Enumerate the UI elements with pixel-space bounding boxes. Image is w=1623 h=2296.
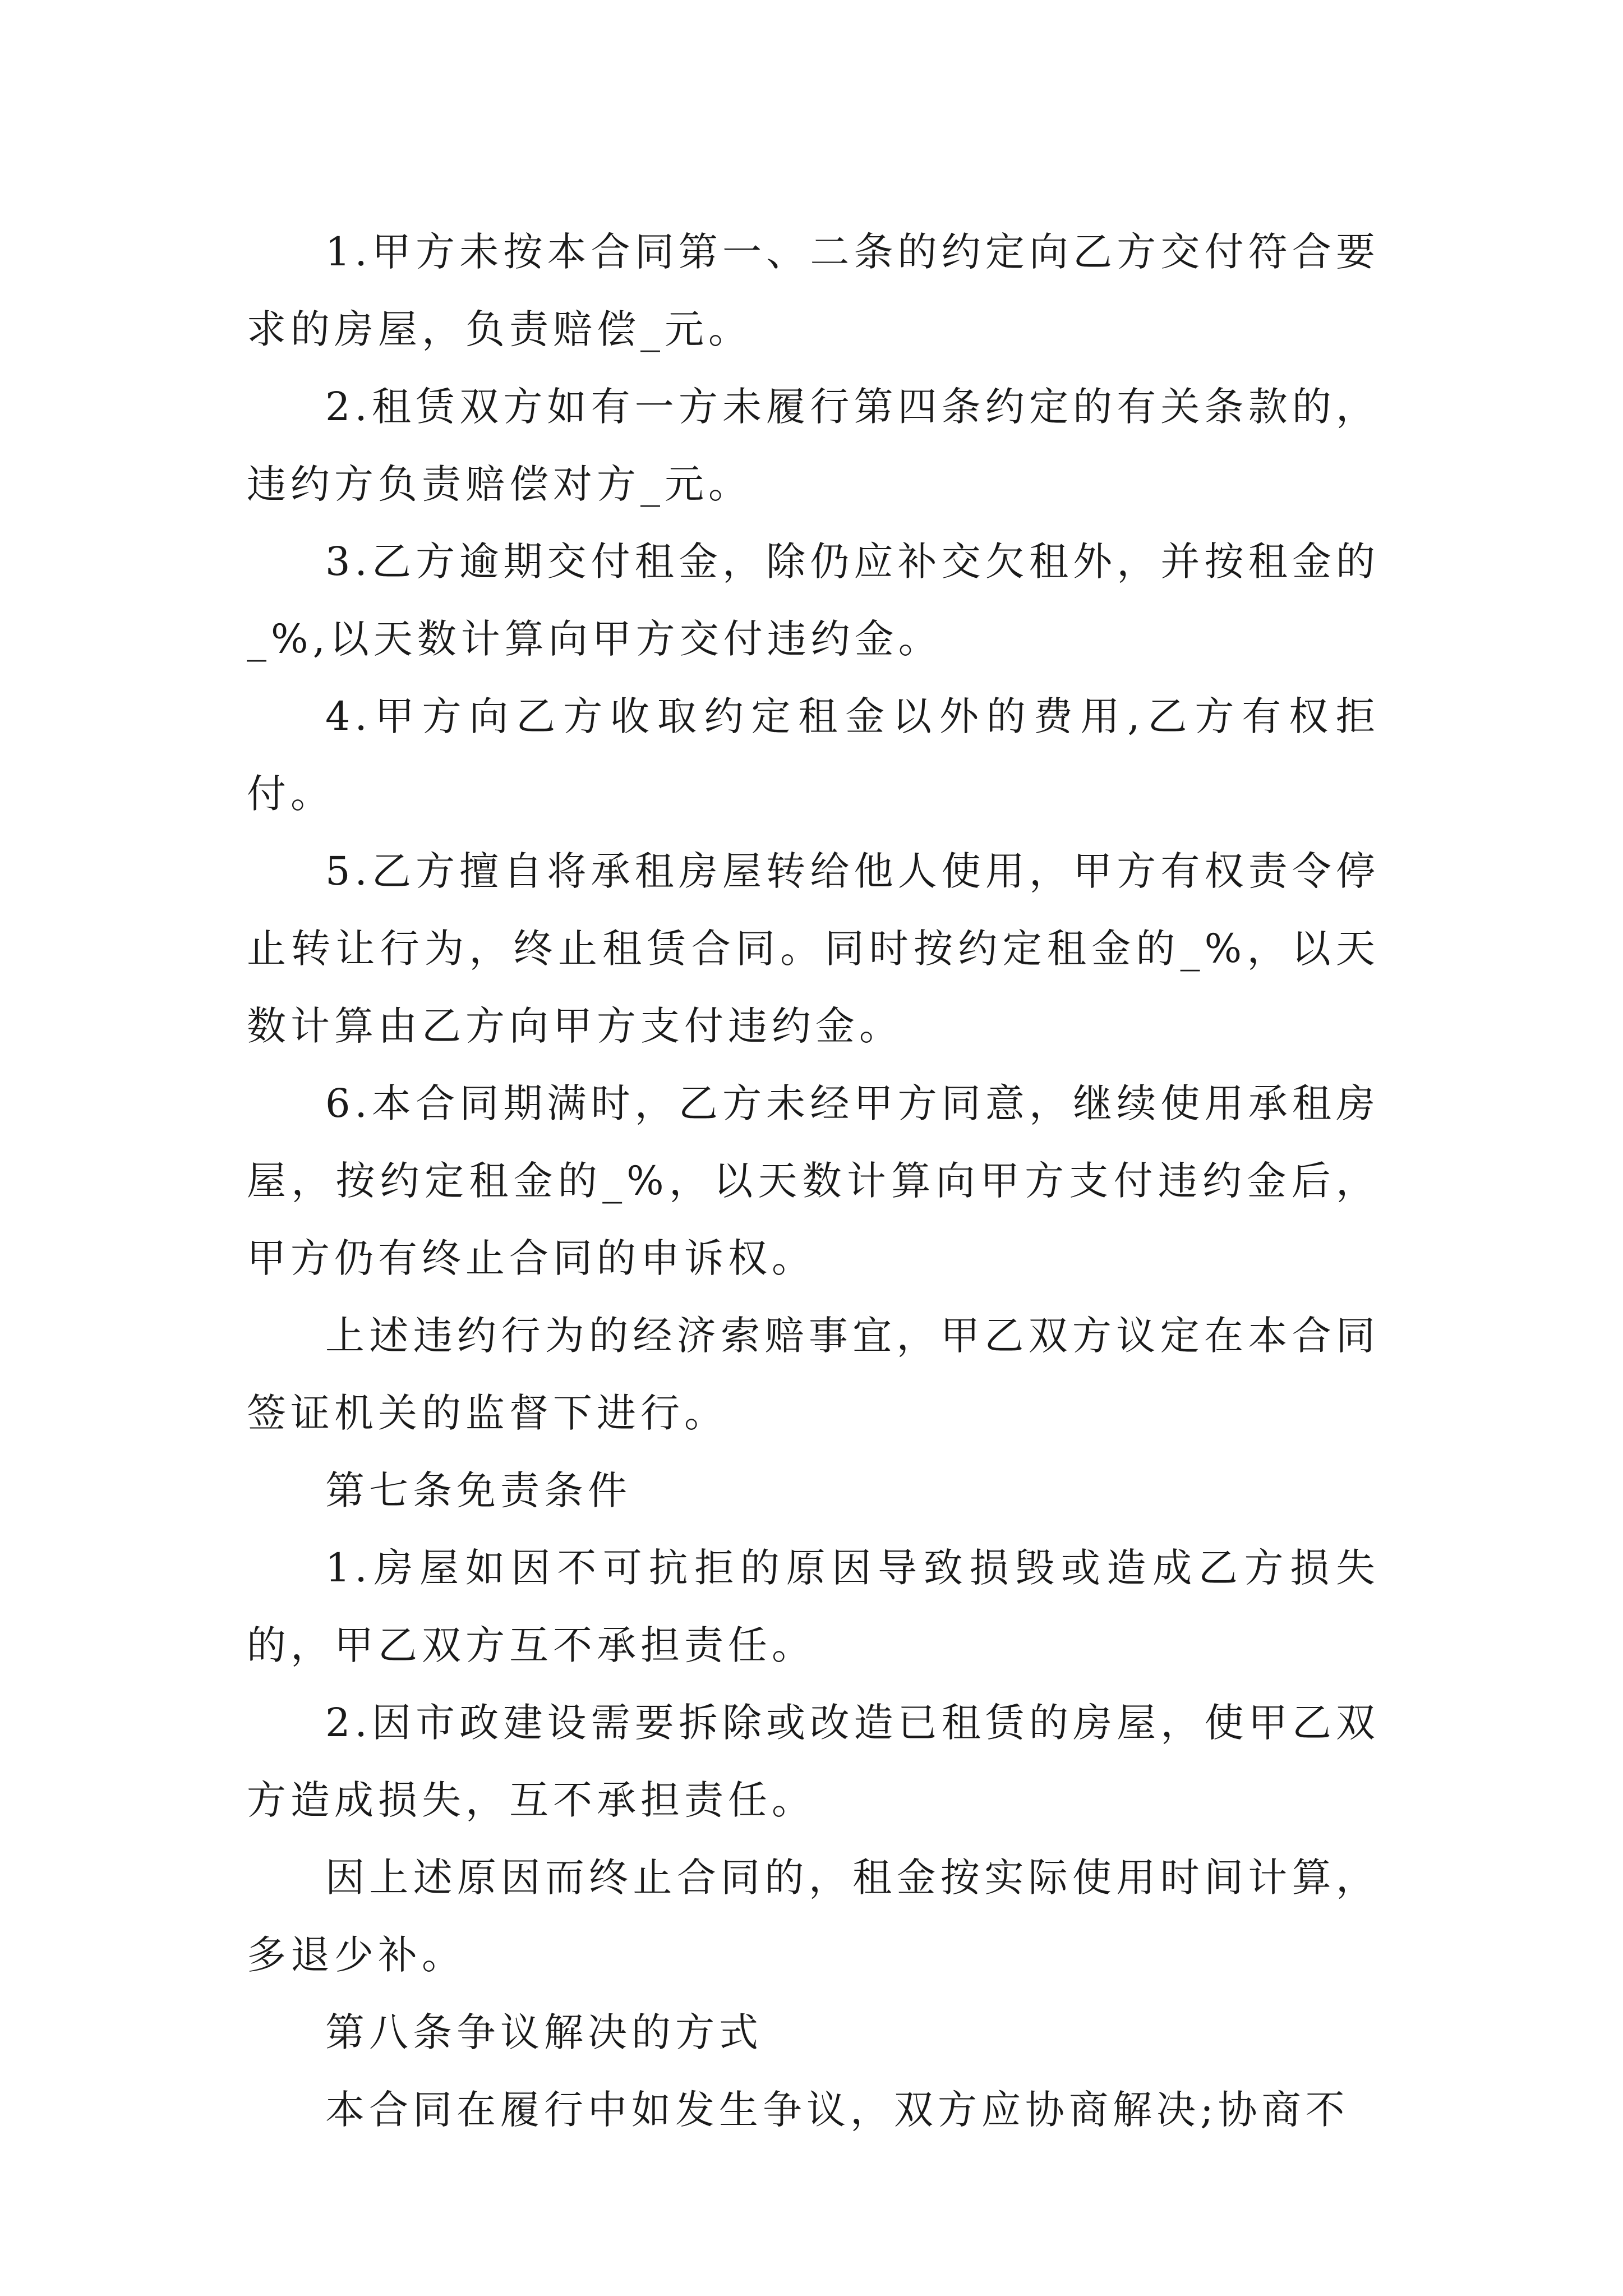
paragraph-9: 2.因市政建设需要拆除或改造已租赁的房屋，使甲乙双方造成损失，互不承担责任。 xyxy=(247,1700,1380,1823)
paragraph-6: 6.本合同期满时，乙方未经甲方同意，继续使用承租房屋，按约定租金的_%，以天数计算向甲方支付违约金后，甲方仍有终止合同的申诉权。 xyxy=(247,1080,1380,1281)
section-heading-8: 第八条争议解决的方式 xyxy=(325,2009,763,2055)
paragraph-8: 1.房屋如因不可抗拒的原因导致损毁或造成乙方损失的，甲乙双方互不承担责任。 xyxy=(247,1545,1380,1668)
paragraph-3: 3.乙方逾期交付租金，除仍应补交欠租外，并按租金的_%,以天数计算向甲方交付违约金。 xyxy=(247,539,1380,662)
paragraph-11: 本合同在履行中如发生争议，双方应协商解决;协商不 xyxy=(325,2087,1349,2133)
paragraph-5: 5.乙方擅自将承租房屋转给他人使用，甲方有权责令停止转让行为，终止租赁合同。同时按约定租金的_%，以天数计算由乙方向甲方支付违约金。 xyxy=(247,848,1380,1049)
section-heading-7: 第七条免责条件 xyxy=(325,1467,631,1513)
paragraph-2: 2.租赁双方如有一方未履行第四条约定的有关条款的，违约方负责赔偿对方_元。 xyxy=(247,384,1380,507)
paragraph-10: 因上述原因而终止合同的，租金按实际使用时间计算，多退少补。 xyxy=(247,1855,1380,1978)
paragraph-1: 1.甲方未按本合同第一、二条的约定向乙方交付符合要求的房屋，负责赔偿_元。 xyxy=(247,229,1380,352)
paragraph-4: 4.甲方向乙方收取约定租金以外的费用,乙方有权拒付。 xyxy=(247,693,1380,817)
document-body xyxy=(247,213,1380,2148)
paragraph-7: 上述违约行为的经济索赔事宜，甲乙双方议定在本合同签证机关的监督下进行。 xyxy=(247,1313,1380,1436)
